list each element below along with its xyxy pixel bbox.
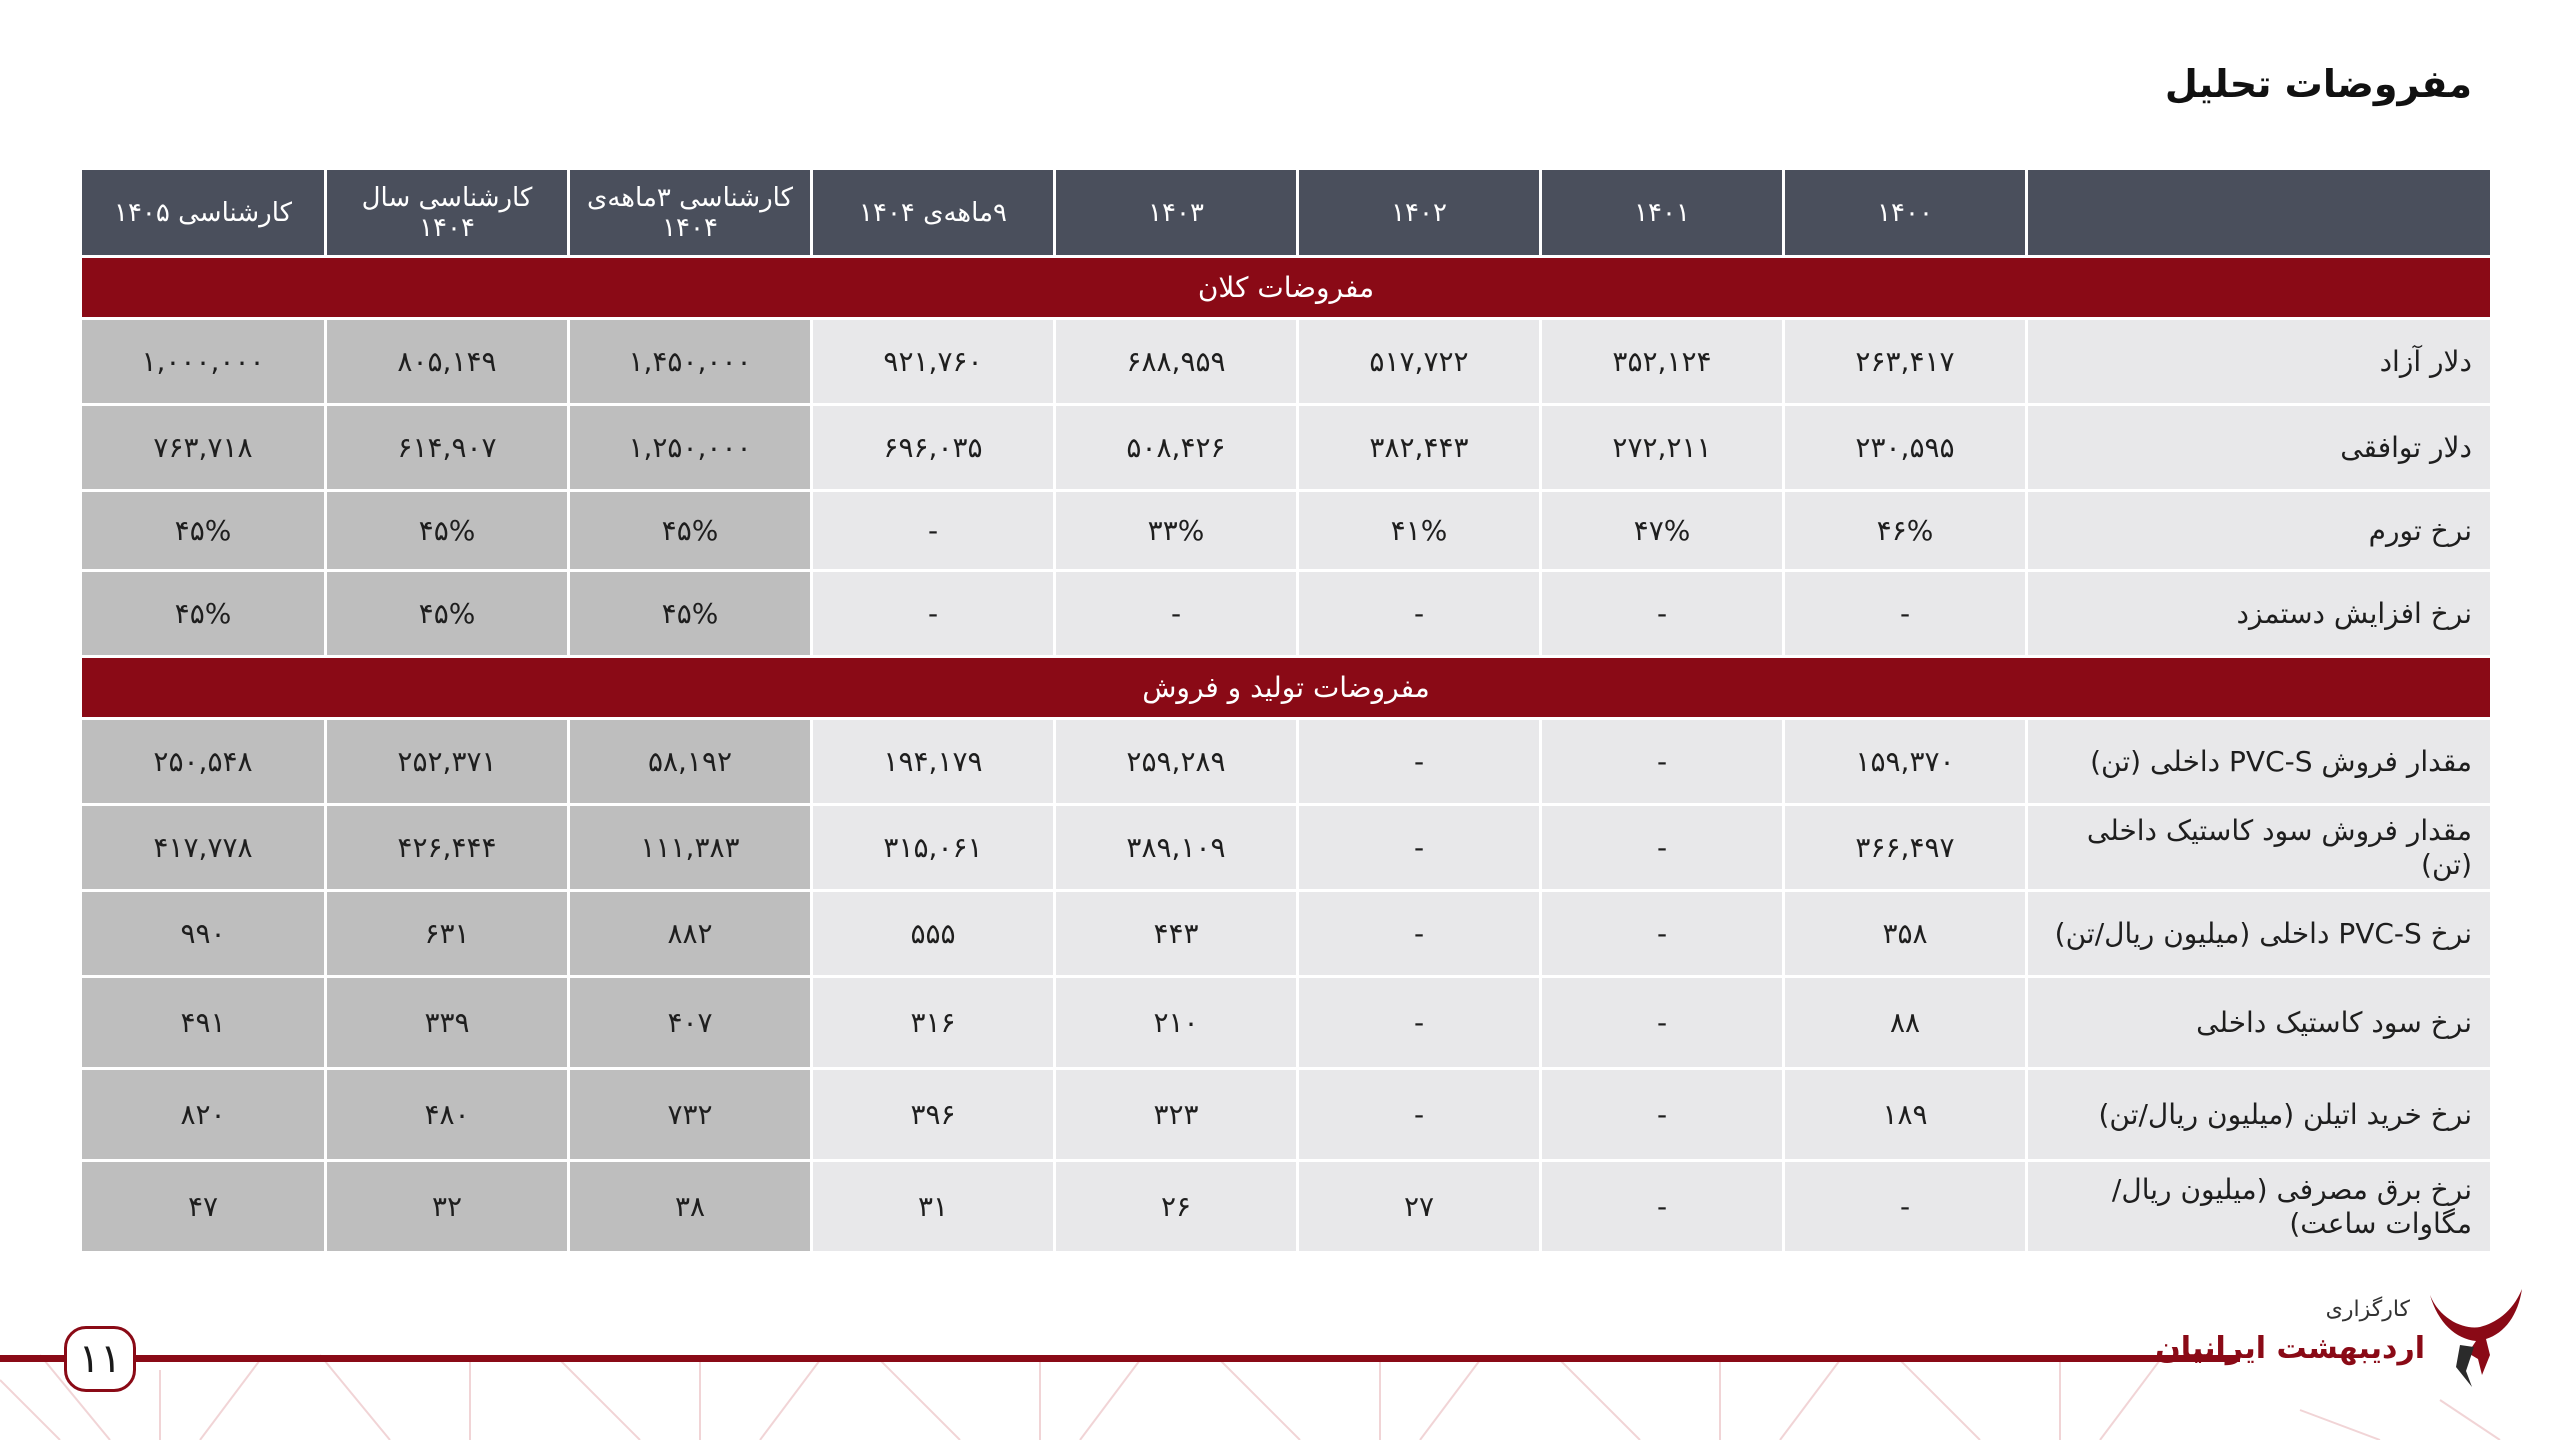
table-cell: ۶۹۶,۰۳۵	[813, 406, 1056, 492]
table-cell: ۱۱۱,۳۸۳	[570, 806, 813, 892]
table-cell: ۴۵%	[327, 492, 570, 572]
table-cell: -	[1299, 1070, 1542, 1162]
table-row	[82, 406, 2490, 492]
header-cell: ۱۴۰۱	[1542, 170, 1785, 258]
row-label: دلار توافقی	[2028, 406, 2490, 492]
table-cell: ۴۲۶,۴۴۴	[327, 806, 570, 892]
row-label: نرخ خرید اتیلن (میلیون ریال/تن)	[2028, 1070, 2490, 1162]
table-cell: -	[1299, 572, 1542, 658]
table-cell: ۲۶۳,۴۱۷	[1785, 320, 2028, 406]
table-cell: ۳۱۶	[813, 978, 1056, 1070]
table-cell: ۱,۲۵۰,۰۰۰	[570, 406, 813, 492]
table-cell: ۸۰۵,۱۴۹	[327, 320, 570, 406]
table-cell: ۳۸	[570, 1162, 813, 1254]
table-row	[82, 978, 2490, 1070]
table-cell: ۶۸۸,۹۵۹	[1056, 320, 1299, 406]
table-cell: ۴۷%	[1542, 492, 1785, 572]
table-cell: ۶۳۱	[327, 892, 570, 978]
table-cell: ۴۵%	[82, 492, 327, 572]
table-cell: ۳۸۲,۴۴۳	[1299, 406, 1542, 492]
table-row	[82, 806, 2490, 892]
table-cell: -	[813, 572, 1056, 658]
table-cell: ۲۵۹,۲۸۹	[1056, 720, 1299, 806]
table-row	[82, 1162, 2490, 1254]
header-cell: ۱۴۰۲	[1299, 170, 1542, 258]
company-logo	[2155, 1275, 2530, 1395]
table-cell: ۹۲۱,۷۶۰	[813, 320, 1056, 406]
table-cell: ۳۵۲,۱۲۴	[1542, 320, 1785, 406]
section-row-production	[82, 658, 2490, 720]
table-cell: ۴۵%	[570, 492, 813, 572]
table-cell: ۲۱۰	[1056, 978, 1299, 1070]
table-cell: ۳۲	[327, 1162, 570, 1254]
table-cell: ۷۶۳,۷۱۸	[82, 406, 327, 492]
table-cell: -	[1542, 978, 1785, 1070]
table-cell: ۲۷۲,۲۱۱	[1542, 406, 1785, 492]
table-cell: ۴۴۳	[1056, 892, 1299, 978]
section-title: مفروضات تولید و فروش	[82, 658, 2490, 720]
footer-divider	[0, 1355, 2240, 1362]
table-cell: ۵۱۷,۷۲۲	[1299, 320, 1542, 406]
table-cell: ۱,۴۵۰,۰۰۰	[570, 320, 813, 406]
table-header-row	[82, 170, 2490, 258]
row-label: نرخ افزایش دستمزد	[2028, 572, 2490, 658]
table-cell: ۴۷	[82, 1162, 327, 1254]
table-cell: ۱۹۴,۱۷۹	[813, 720, 1056, 806]
table-cell: ۲۳۰,۵۹۵	[1785, 406, 2028, 492]
section-row-macro	[82, 258, 2490, 320]
table-cell: ۳۵۸	[1785, 892, 2028, 978]
assumptions-table-container	[82, 170, 2490, 1254]
table-cell: ۴۰۷	[570, 978, 813, 1070]
table-row	[82, 892, 2490, 978]
row-label: مقدار فروش PVC-S داخلی (تن)	[2028, 720, 2490, 806]
table-cell: -	[1542, 1070, 1785, 1162]
row-label: نرخ PVC-S داخلی (میلیون ریال/تن)	[2028, 892, 2490, 978]
section-title: مفروضات کلان	[82, 258, 2490, 320]
table-cell: ۴۸۰	[327, 1070, 570, 1162]
table-cell: ۳۱۵,۰۶۱	[813, 806, 1056, 892]
table-cell: ۴۵%	[570, 572, 813, 658]
table-row	[82, 320, 2490, 406]
table-cell: ۹۹۰	[82, 892, 327, 978]
table-cell: ۶۱۴,۹۰۷	[327, 406, 570, 492]
logo-company-name: اردیبهشت ایرانیان	[2155, 1331, 2425, 1366]
header-cell: کارشناسی ۳ماهه‌ی ۱۴۰۴	[570, 170, 813, 258]
assumptions-table	[82, 170, 2490, 1254]
table-cell: -	[1542, 720, 1785, 806]
logo-tagline: کارگزاری	[2325, 1297, 2410, 1322]
table-cell: -	[1299, 806, 1542, 892]
table-cell: ۱,۰۰۰,۰۰۰	[82, 320, 327, 406]
table-cell: ۴۶%	[1785, 492, 2028, 572]
table-row	[82, 572, 2490, 658]
bull-logo-icon	[2420, 1275, 2530, 1395]
header-cell: ۱۴۰۳	[1056, 170, 1299, 258]
table-cell: ۳۸۹,۱۰۹	[1056, 806, 1299, 892]
table-cell: ۲۵۲,۳۷۱	[327, 720, 570, 806]
table-cell: ۵۸,۱۹۲	[570, 720, 813, 806]
table-cell: ۴۵%	[82, 572, 327, 658]
table-cell: ۳۲۳	[1056, 1070, 1299, 1162]
table-cell: ۵۰۸,۴۲۶	[1056, 406, 1299, 492]
table-cell: -	[1542, 1162, 1785, 1254]
table-row	[82, 1070, 2490, 1162]
table-cell: -	[1542, 806, 1785, 892]
header-cell: ۱۴۰۰	[1785, 170, 2028, 258]
table-cell: -	[1056, 572, 1299, 658]
header-cell	[2028, 170, 2490, 258]
table-cell: ۳۱	[813, 1162, 1056, 1254]
table-cell: ۱۸۹	[1785, 1070, 2028, 1162]
header-cell: کارشناسی سال ۱۴۰۴	[327, 170, 570, 258]
table-cell: ۲۶	[1056, 1162, 1299, 1254]
row-label: نرخ تورم	[2028, 492, 2490, 572]
table-cell: -	[1785, 572, 2028, 658]
table-cell: ۸۸	[1785, 978, 2028, 1070]
table-cell: -	[1299, 892, 1542, 978]
table-cell: -	[1542, 892, 1785, 978]
row-label: نرخ برق مصرفی (میلیون ریال/مگاوات ساعت)	[2028, 1162, 2490, 1254]
row-label: مقدار فروش سود کاستیک داخلی (تن)	[2028, 806, 2490, 892]
header-cell: ۹ماهه‌ی ۱۴۰۴	[813, 170, 1056, 258]
table-cell: ۴۹۱	[82, 978, 327, 1070]
table-row	[82, 720, 2490, 806]
table-cell: ۸۲۰	[82, 1070, 327, 1162]
table-cell: ۷۳۲	[570, 1070, 813, 1162]
table-cell: ۸۸۲	[570, 892, 813, 978]
table-cell: -	[1299, 978, 1542, 1070]
table-cell: ۴۱۷,۷۷۸	[82, 806, 327, 892]
table-cell: ۳۹۶	[813, 1070, 1056, 1162]
table-cell: ۲۵۰,۵۴۸	[82, 720, 327, 806]
table-cell: -	[1299, 720, 1542, 806]
table-cell: -	[1542, 572, 1785, 658]
table-cell: ۲۷	[1299, 1162, 1542, 1254]
page-number: ۱۱	[64, 1326, 136, 1392]
table-row	[82, 492, 2490, 572]
table-cell: ۳۶۶,۴۹۷	[1785, 806, 2028, 892]
table-cell: ۴۵%	[327, 572, 570, 658]
table-cell: ۳۳%	[1056, 492, 1299, 572]
table-cell: -	[813, 492, 1056, 572]
page-title: مفروضات تحلیل	[2164, 62, 2472, 106]
table-cell: ۵۵۵	[813, 892, 1056, 978]
row-label: دلار آزاد	[2028, 320, 2490, 406]
table-cell: ۳۳۹	[327, 978, 570, 1070]
footer-decoration	[0, 1300, 2560, 1440]
row-label: نرخ سود کاستیک داخلی	[2028, 978, 2490, 1070]
table-cell: -	[1785, 1162, 2028, 1254]
header-cell: کارشناسی ۱۴۰۵	[82, 170, 327, 258]
table-cell: ۱۵۹,۳۷۰	[1785, 720, 2028, 806]
table-cell: ۴۱%	[1299, 492, 1542, 572]
